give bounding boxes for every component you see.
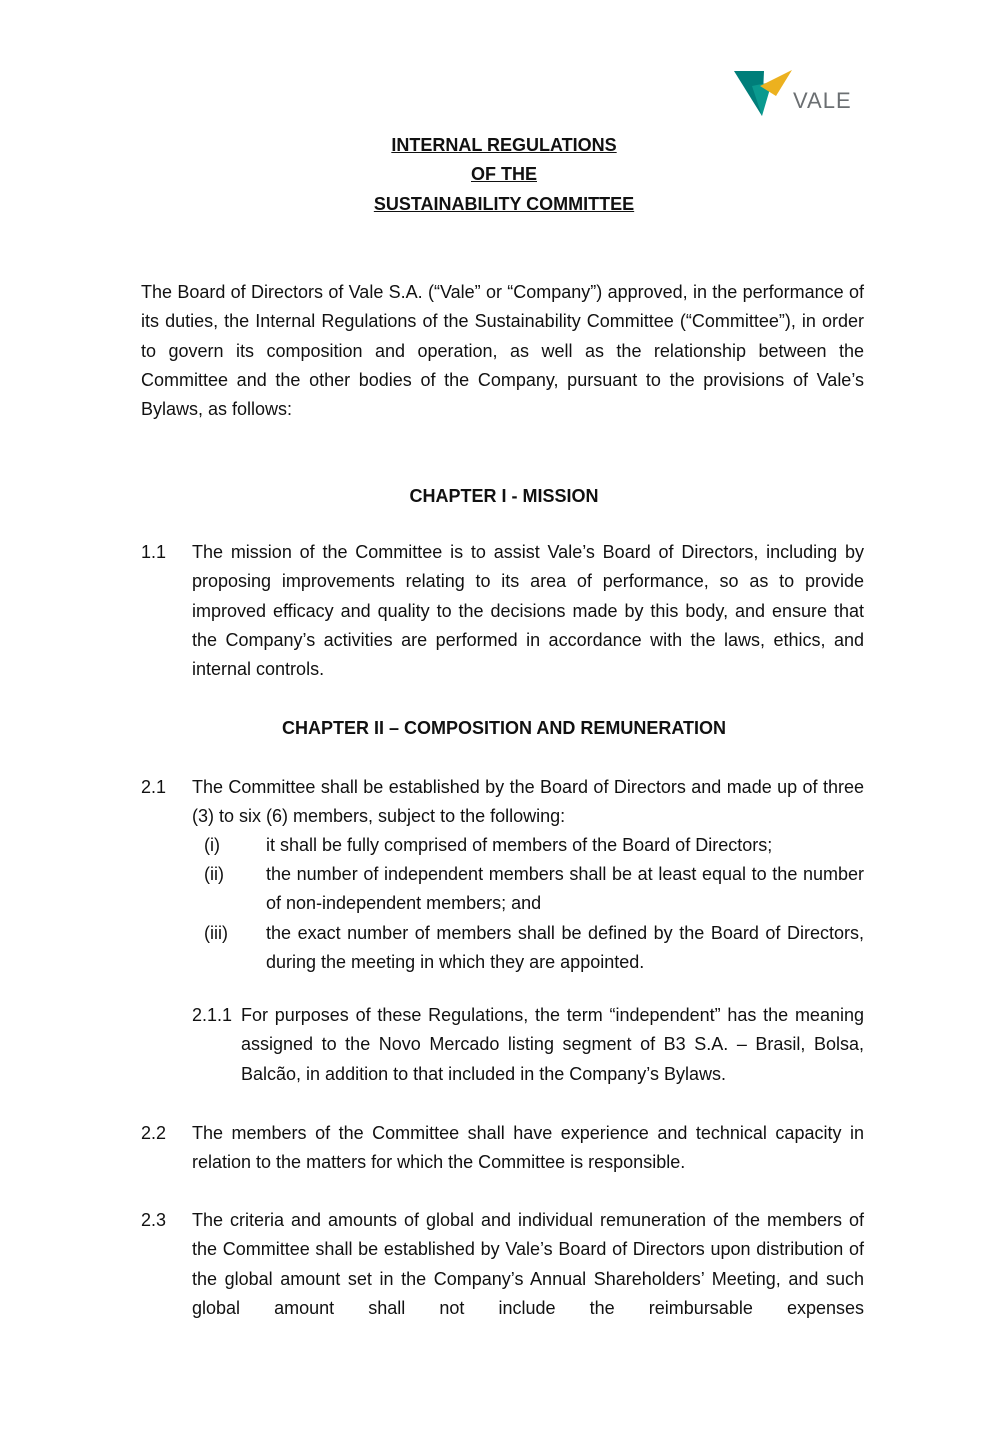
document-title-line-3: SUSTAINABILITY COMMITTEE [373, 194, 635, 214]
clause-text-2-1: The Committee shall be established by the Board of Directors and made up of three (3) to six (6) members, subject to the following: [192, 777, 864, 827]
vale-logo-text: VALE [793, 88, 852, 113]
intro-paragraph: The Board of Directors of Vale S.A. (“Vale” or “Company”) approved, in the performance of its duties, the Internal Regulations of the Sustainability Committee (“Committee”), in order to govern its composition and operation, as well as the relationship between the Committee and the other bodies of the Company, pursuant to the provisions of Vale’s Bylaws, as follows: [141, 282, 864, 420]
chapter-1-heading: CHAPTER I - MISSION [409, 486, 599, 506]
subitem-text-iii: the exact number of members shall be defined by the Board of Directors, during the meeting in which they are appointed. [266, 923, 864, 973]
clause-text-1-1: The mission of the Committee is to assist Vale’s Board of Directors, including by proposing improvements relating to its area of performance, so as to provide improved efficacy and quality to the decisions made by this body, and ensure that the Company’s activities are performed in accordance with the laws, ethics, and internal controls. [192, 542, 864, 680]
clause-number-2-1: 2.1 [141, 777, 167, 797]
clause-number-2-1-1: 2.1.1 [192, 1005, 233, 1025]
document-title-line-1: INTERNAL REGULATIONS [391, 135, 617, 155]
subitem-text-i: it shall be fully comprised of members of the Board of Directors; [266, 835, 773, 855]
clause-text-2-3: The criteria and amounts of global and individual remuneration of the members of the Committee shall be established by Vale’s Board of Directors upon distribution of the global amount set in the Company’s Annual Shareholders’ Meeting, and such global amount shall not include the reimbursable expenses [192, 1210, 864, 1318]
chapter-2-heading: CHAPTER II – COMPOSITION AND REMUNERATION [281, 718, 726, 738]
subitem-number-iii: (iii) [204, 923, 228, 943]
subitem-text-ii: the number of independent members shall be at least equal to the number of non-independent members; and [266, 864, 864, 914]
clause-text-2-1-1: For purposes of these Regulations, the term “independent” has the meaning assigned to the Novo Mercado listing segment of B3 S.A. – Brasil, Bolsa, Balcão, in addition to that included in the Company’s Bylaws. [241, 1005, 864, 1084]
subitem-number-i: (i) [204, 835, 220, 855]
document-title-line-2: OF THE [471, 164, 537, 184]
clause-number-1-1: 1.1 [141, 542, 167, 562]
clause-text-2-2: The members of the Committee shall have experience and technical capacity in relation to the matters for which the Committee is responsible. [192, 1123, 864, 1173]
clause-number-2-2: 2.2 [141, 1123, 167, 1143]
subitem-number-ii: (ii) [204, 864, 224, 884]
clause-number-2-3: 2.3 [141, 1210, 167, 1230]
